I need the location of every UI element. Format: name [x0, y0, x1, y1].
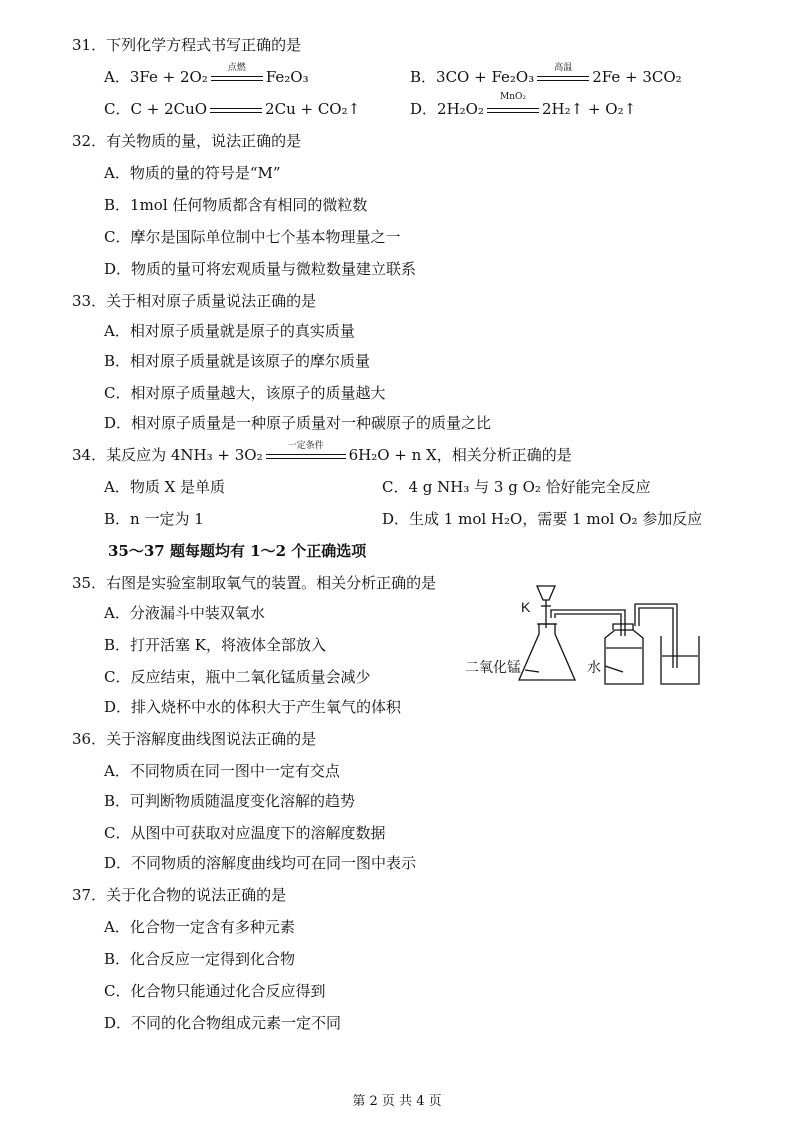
question-35-stem: 35．右图是实验室制取氧气的装置。相关分析正确的是	[72, 574, 437, 592]
reaction-arrow	[210, 98, 262, 116]
reaction-arrow	[537, 63, 589, 84]
q37-option-c: C．化合物只能通过化合反应得到	[104, 982, 326, 1000]
q35-option-d: D．排入烧杯中水的体积大于产生氧气的体积	[104, 698, 402, 716]
option-label: C．	[104, 100, 131, 118]
equation-rhs: 2Cu + CO₂↑	[265, 100, 361, 118]
q36-option-b: B．可判断物质随温度变化溶解的趋势	[104, 792, 356, 810]
question-37-stem: 37．关于化合物的说法正确的是	[72, 886, 287, 904]
q34-option-d: D．生成 1 mol H₂O，需要 1 mol O₂ 参加反应	[382, 510, 703, 528]
equation-lhs: 3Fe + 2O₂	[129, 68, 208, 86]
q32-option-a: A．物质的量的符号是“M”	[104, 164, 281, 182]
q37-option-a: A．化合物一定含有多种元素	[104, 918, 295, 936]
q32-option-b: B．1mol 任何物质都含有相同的微粒数	[104, 196, 368, 214]
conical-flask	[519, 624, 575, 680]
reaction-condition: 高温	[554, 63, 573, 73]
equation-rhs: 2Fe + 3CO₂	[592, 68, 682, 86]
equation-rhs: Fe₂O₃	[265, 68, 309, 86]
funnel-bulb	[537, 586, 555, 600]
apparatus-drawing	[465, 580, 725, 690]
q34-option-c: C．4 g NH₃ 与 3 g O₂ 恰好能完全反应	[382, 478, 651, 496]
equation-lhs: C + 2CuO	[130, 100, 208, 118]
q31-option-a	[104, 63, 309, 87]
equation-rhs: 2H₂↑ + O₂↑	[541, 100, 637, 118]
q35-option-c: C．反应结束，瓶中二氧化锰质量会减少	[104, 668, 371, 686]
q35-option-b: B．打开活塞 K，将液体全部放入	[104, 636, 326, 654]
question-33-stem: 33．关于相对原子质量说法正确的是	[72, 292, 317, 310]
gas-bottle	[605, 624, 643, 684]
reaction-arrow	[487, 92, 539, 116]
q34-option-b: B．n 一定为 1	[104, 510, 204, 528]
q31-option-c	[104, 98, 360, 119]
question-31-stem: 31．下列化学方程式书写正确的是	[72, 36, 302, 54]
equation-lhs: 3CO + Fe₂O₃	[436, 68, 535, 86]
reaction-condition: 一定条件	[287, 441, 324, 451]
q37-option-b: B．化合反应一定得到化合物	[104, 950, 296, 968]
q36-option-c: C．从图中可获取对应温度下的溶解度数据	[104, 824, 386, 842]
question-32-stem: 32．有关物质的量，说法正确的是	[72, 132, 302, 150]
section-note: 35～37 题每题均有 1～2 个正确选项	[108, 542, 367, 560]
page-footer: 第 2 页 共 4 页	[352, 1094, 442, 1109]
reaction-arrow	[211, 63, 263, 84]
q31-option-d	[410, 92, 637, 119]
question-34-stem	[72, 441, 572, 465]
equation-lhs: 2H₂O₂	[437, 100, 484, 118]
q36-option-a: A．不同物质在同一图中一定有交点	[104, 762, 340, 780]
q32-option-c: C．摩尔是国际单位制中七个基本物理量之一	[104, 228, 401, 246]
reaction-condition: 点燃	[227, 63, 246, 73]
water-label: 水	[587, 659, 601, 675]
q34-option-a: A．物质 X 是单质	[104, 478, 226, 496]
reaction-condition: MnO₂	[499, 92, 526, 102]
q33-option-b: B．相对原子质量就是该原子的摩尔质量	[104, 352, 371, 370]
q33-option-d: D．相对原子质量是一种原子质量对一种碳原子的质量之比	[104, 414, 492, 432]
option-label: D．	[410, 100, 438, 118]
question-36-stem: 36．关于溶解度曲线图说法正确的是	[72, 730, 317, 748]
stem-part: 6H₂O + n X，相关分析正确的是	[348, 446, 572, 464]
q33-option-c: C．相对原子质量越大，该原子的质量越大	[104, 384, 386, 402]
q31-option-b	[410, 63, 682, 87]
mno2-label: 二氧化锰	[465, 659, 521, 675]
q37-option-d: D．不同的化合物组成元素一定不同	[104, 1014, 342, 1032]
oxygen-apparatus-figure	[465, 580, 725, 690]
q36-option-d: D．不同物质的溶解度曲线均可在同一图中表示	[104, 854, 417, 872]
beaker	[661, 636, 699, 684]
valve-label-k: K	[521, 599, 531, 615]
option-label: A．	[104, 68, 130, 86]
q35-option-a: A．分液漏斗中装双氧水	[104, 604, 265, 622]
stem-part: 34．某反应为 4NH₃ + 3O₂	[72, 446, 263, 464]
q33-option-a: A．相对原子质量就是原子的真实质量	[104, 322, 355, 340]
reaction-arrow	[266, 441, 346, 462]
option-label: B．	[410, 68, 437, 86]
q32-option-d: D．物质的量可将宏观质量与微粒数量建立联系	[104, 260, 417, 278]
